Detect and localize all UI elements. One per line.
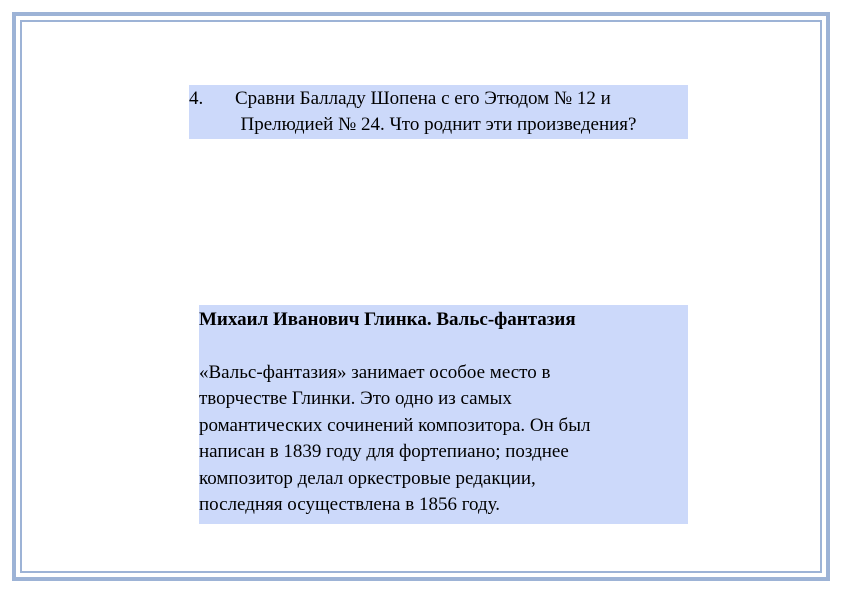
question-text-line-1: Сравни Балладу Шопена с его Этюдом № 12 и <box>235 88 611 109</box>
info-paragraph-line: романтических сочинений композитора. Он был <box>199 414 591 436</box>
question-box <box>189 85 688 139</box>
info-paragraph-line: последняя осуществлена в 1856 году. <box>199 494 500 515</box>
question-number: 4. <box>189 88 204 109</box>
info-spacer <box>199 334 688 360</box>
info-paragraph-line: написан в 1839 году для фортепиано; позднее <box>199 441 569 462</box>
info-box <box>199 305 688 524</box>
info-paragraph-line: творчестве Глинки. Это одно из самых <box>199 388 512 409</box>
info-heading: Михаил Иванович Глинка. Вальс-фантазия <box>199 309 576 330</box>
info-paragraph-line: «Вальс-фантазия» занимает особое место в <box>199 361 551 383</box>
question-line-1 <box>189 86 688 112</box>
info-paragraph-line: композитор делал оркестровые редакции, <box>199 467 536 489</box>
question-text-line-2: Прелюдией № 24. Что роднит эти произведения? <box>240 114 637 135</box>
